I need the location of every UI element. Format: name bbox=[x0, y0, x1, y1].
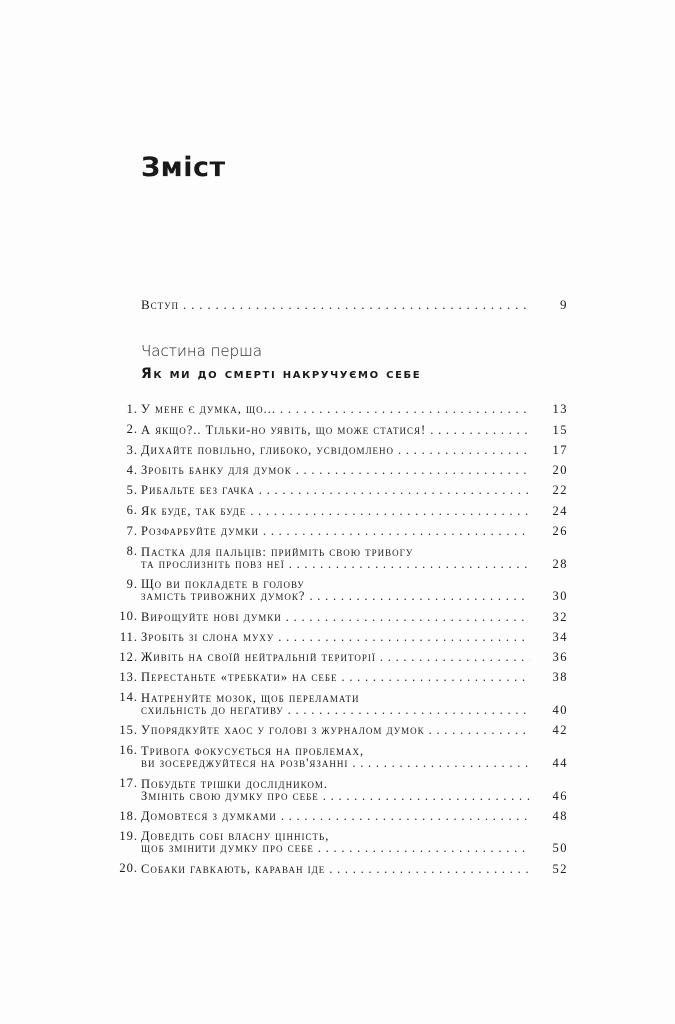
dot-leader bbox=[259, 484, 530, 496]
dot-leader bbox=[318, 842, 530, 854]
page-number: 17 bbox=[552, 442, 568, 457]
entry-number: 18. bbox=[119, 808, 138, 823]
page-number: 36 bbox=[552, 650, 568, 665]
part-label: Частина перша bbox=[141, 342, 263, 360]
dot-leader bbox=[429, 724, 530, 736]
dot-leader bbox=[430, 424, 530, 436]
entry-title: Зробіть банку для думок bbox=[141, 463, 292, 478]
entry-number: 17. bbox=[119, 775, 138, 790]
entry-title: Живіть на своїй нейтральній території bbox=[141, 650, 376, 665]
entry-number: 16. bbox=[119, 743, 138, 758]
entry-title: А якщо?.. Тільки-но уявіть, що може статися! bbox=[141, 422, 427, 437]
page-number: 28 bbox=[552, 556, 568, 571]
toc-entry[interactable] bbox=[104, 647, 568, 667]
page-number: 46 bbox=[552, 788, 568, 803]
page-number: 50 bbox=[552, 841, 568, 856]
entry-number: 4. bbox=[126, 462, 138, 477]
page-number: 42 bbox=[552, 723, 568, 738]
entry-number: 8. bbox=[126, 544, 138, 559]
dot-leader bbox=[288, 704, 530, 716]
page-title: Зміст bbox=[141, 152, 226, 184]
entry-title: Перестаньте «требкати» на себе bbox=[141, 670, 338, 685]
entry-number: 12. bbox=[119, 649, 138, 664]
page-number: 15 bbox=[552, 422, 568, 437]
toc-entry[interactable] bbox=[104, 858, 568, 878]
dot-leader bbox=[296, 464, 530, 476]
dot-leader bbox=[380, 651, 530, 663]
entry-title: Вступ bbox=[141, 297, 180, 312]
entry-title-line2: та прослизніть повз неї bbox=[141, 556, 285, 571]
page-number: 9 bbox=[560, 297, 568, 312]
dot-leader bbox=[309, 590, 530, 602]
page-number: 44 bbox=[552, 755, 568, 770]
dot-leader bbox=[398, 444, 530, 456]
entry-title: Як буде, так буде bbox=[141, 503, 247, 518]
page-number: 30 bbox=[552, 589, 568, 604]
toc-entry[interactable] bbox=[104, 541, 568, 574]
entry-title-line2: замість тривожних думок? bbox=[141, 589, 306, 604]
toc-entry[interactable] bbox=[104, 773, 568, 806]
entry-number: 5. bbox=[126, 483, 138, 498]
toc-entry[interactable] bbox=[104, 687, 568, 720]
entry-number: 10. bbox=[119, 609, 138, 624]
toc-entry[interactable] bbox=[104, 826, 568, 859]
page-number: 13 bbox=[552, 402, 568, 417]
entry-title: Вирощуйте нові думки bbox=[141, 609, 282, 624]
toc-entry[interactable] bbox=[104, 399, 568, 419]
dot-leader bbox=[289, 558, 530, 570]
entry-title-line1: Побудьте трішки дослідником. bbox=[141, 776, 328, 791]
entry-title: Упорядкуйте хаос у голові з журналом думок bbox=[141, 723, 425, 738]
dot-leader bbox=[280, 403, 530, 415]
entry-title: Рибальте без гачка bbox=[141, 483, 255, 498]
dot-leader bbox=[281, 810, 530, 822]
entry-title: У мене є думка, що... bbox=[141, 402, 276, 417]
entry-number: 7. bbox=[126, 523, 138, 538]
entry-title-line1: Доведіть собі власну цінність, bbox=[141, 829, 330, 844]
page-number: 40 bbox=[552, 703, 568, 718]
toc-entry[interactable] bbox=[104, 720, 568, 740]
toc-entry[interactable] bbox=[104, 480, 568, 500]
toc-entry[interactable] bbox=[104, 500, 568, 520]
entry-number: 6. bbox=[126, 503, 138, 518]
entry-number: 9. bbox=[126, 576, 138, 591]
page-number: 26 bbox=[552, 524, 568, 539]
entry-number: 2. bbox=[126, 422, 138, 437]
dot-leader bbox=[286, 611, 530, 623]
entry-number: 19. bbox=[119, 828, 138, 843]
dot-leader bbox=[323, 790, 530, 802]
entry-title-line1: Тривога фокусується на проблемах, bbox=[141, 743, 365, 758]
dot-leader bbox=[352, 757, 530, 769]
dot-leader bbox=[183, 297, 530, 313]
page-number: 22 bbox=[552, 483, 568, 498]
toc-entry[interactable] bbox=[104, 419, 568, 439]
entry-title-line2: схильність до негативу bbox=[141, 703, 284, 718]
entry-title: Розфарбуйте думки bbox=[141, 524, 259, 539]
toc-entry[interactable] bbox=[104, 440, 568, 460]
entry-number: 13. bbox=[119, 670, 138, 685]
dot-leader bbox=[263, 525, 530, 537]
entry-title-line1: Натренуйте мозок, щоб переламати bbox=[141, 691, 360, 706]
toc-entry[interactable] bbox=[104, 606, 568, 626]
entry-title: Зробіть зі слона муху bbox=[141, 629, 275, 644]
entry-title-line1: Пастка для пальців: прийміть свою тривогу bbox=[141, 544, 414, 559]
entry-title: Домовтеся з думками bbox=[141, 808, 277, 823]
entry-number: 3. bbox=[126, 442, 138, 457]
toc-entry[interactable] bbox=[104, 740, 568, 773]
entry-number: 1. bbox=[126, 402, 138, 416]
entry-title-line2: щоб змінити думку про себе bbox=[141, 841, 314, 856]
toc-entry[interactable] bbox=[104, 574, 568, 607]
dot-leader bbox=[278, 631, 530, 643]
toc-entry[interactable] bbox=[104, 806, 568, 826]
entry-title-line2: Змініть свою думку про себе bbox=[141, 788, 319, 803]
entry-number: 11. bbox=[119, 629, 138, 644]
toc-entry[interactable] bbox=[104, 521, 568, 541]
dot-leader bbox=[341, 671, 530, 683]
page-number: 34 bbox=[552, 629, 568, 644]
page-number: 32 bbox=[552, 609, 568, 624]
page-number: 48 bbox=[552, 808, 568, 823]
entry-number: 20. bbox=[119, 861, 138, 876]
dot-leader bbox=[329, 863, 530, 875]
toc-entry[interactable] bbox=[104, 460, 568, 480]
dot-leader bbox=[250, 505, 530, 517]
page-number: 20 bbox=[552, 463, 568, 478]
entry-title: Дихайте повільно, глибоко, усвідомлено bbox=[141, 442, 395, 457]
toc-entry-intro[interactable] bbox=[141, 297, 568, 313]
part-title: Як ми до смерті накручуємо себе bbox=[141, 366, 422, 382]
entry-number: 14. bbox=[119, 690, 138, 705]
entry-title: Собаки гавкають, караван іде bbox=[141, 861, 326, 876]
entry-title-line1: Що ви покладете в голову bbox=[141, 577, 305, 592]
page-number: 24 bbox=[552, 503, 568, 518]
toc-entries bbox=[104, 399, 568, 879]
entry-number: 15. bbox=[119, 723, 138, 738]
entry-title-line2: ви зосереджуйтеся на розв'язанні bbox=[141, 755, 349, 770]
page-number: 52 bbox=[552, 861, 568, 876]
toc-entry[interactable] bbox=[104, 627, 568, 647]
page-number: 38 bbox=[552, 670, 568, 685]
toc-entry[interactable] bbox=[104, 667, 568, 687]
